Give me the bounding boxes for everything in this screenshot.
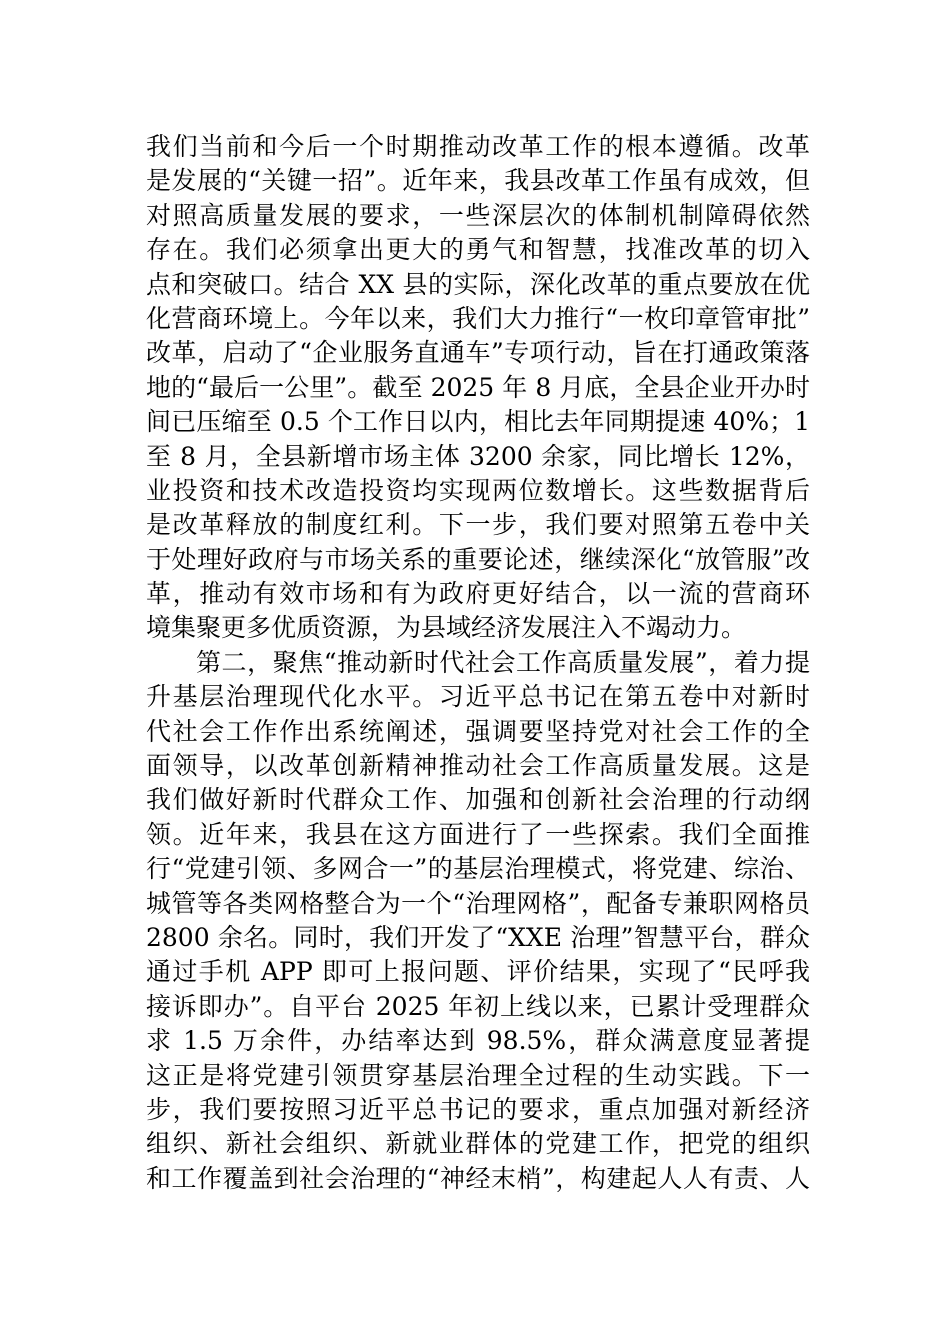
text-line: 组织、新社会组织、新就业群体的党建工作，把党的组织: [146, 1129, 810, 1159]
text-line: 业投资和技术改造投资均实现两位数增长。这些数据背后: [146, 475, 810, 505]
text-line: 升基层治理现代化水平。习近平总书记在第五卷中对新时: [146, 682, 810, 712]
text-line: 领。近年来，我县在这方面进行了一些探索。我们全面推: [146, 819, 810, 849]
paragraph-first-line: 第二，聚焦“推动新时代社会工作高质量发展”，着力提: [196, 647, 810, 677]
body-text: [146, 130, 810, 1196]
text-line: 步，我们要按照习近平总书记的要求，重点加强对新经济: [146, 1094, 810, 1124]
text-line: 代社会工作作出系统阐述，强调要坚持党对社会工作的全: [146, 716, 810, 746]
text-line: 这正是将党建引领贯穿基层治理全过程的生动实践。下一: [146, 1060, 810, 1090]
text-line: 是发展的“关键一招”。近年来，我县改革工作虽有成效，但: [146, 166, 810, 196]
text-line: 化营商环境上。今年以来，我们大力推行“一枚印章管审批”: [146, 303, 810, 333]
text-line: 我们做好新时代群众工作、加强和创新社会治理的行动纲: [146, 785, 810, 815]
text-line: 间已压缩至 0.5 个工作日以内，相比去年同期提速 40%；1: [146, 407, 810, 437]
text-line: 我们当前和今后一个时期推动改革工作的根本遵循。改革: [146, 132, 810, 161]
text-line: 改革，启动了“企业服务直通车”专项行动，旨在打通政策落: [146, 338, 810, 368]
text-line: 通过手机 APP 即可上报问题、评价结果，实现了“民呼我: [146, 957, 810, 987]
text-line: 对照高质量发展的要求，一些深层次的体制机制障碍依然: [146, 200, 810, 230]
text-line: 点和突破口。结合 XX 县的实际，深化改革的重点要放在优: [146, 269, 810, 299]
text-line: 至 8 月，全县新增市场主体 3200 余家，同比增长 12%，: [146, 441, 810, 471]
text-line: 于处理好政府与市场关系的重要论述，继续深化“放管服”改: [146, 544, 810, 574]
text-line: 革，推动有效市场和有为政府更好结合，以一流的营商环: [146, 579, 810, 609]
text-line: 行“党建引领、多网合一”的基层治理模式，将党建、综治、: [146, 854, 810, 884]
text-line: 求 1.5 万余件，办结率达到 98.5%，群众满意度显著提: [146, 1026, 810, 1056]
text-line: 存在。我们必须拿出更大的勇气和智慧，找准改革的切入: [146, 235, 810, 265]
text-line: 和工作覆盖到社会治理的“神经末梢”，构建起人人有责、人: [146, 1163, 810, 1193]
text-line: 接诉即办”。自平台 2025 年初上线以来，已累计受理群众: [146, 991, 810, 1021]
text-line: 是改革释放的制度红利。下一步，我们要对照第五卷中关: [146, 510, 810, 540]
text-line: 境集聚更多优质资源，为县域经济发展注入不竭动力。: [146, 613, 747, 643]
text-line: 城管等各类网格整合为一个“治理网格”，配备专兼职网格员: [146, 888, 810, 918]
text-line: 2800 余名。同时，我们开发了“XXE 治理”智慧平台，群众: [146, 922, 810, 952]
text-line: 地的“最后一公里”。截至 2025 年 8 月底，全县企业开办时: [146, 372, 810, 402]
text-line: 面领导，以改革创新精神推动社会工作高质量发展。这是: [146, 751, 810, 781]
